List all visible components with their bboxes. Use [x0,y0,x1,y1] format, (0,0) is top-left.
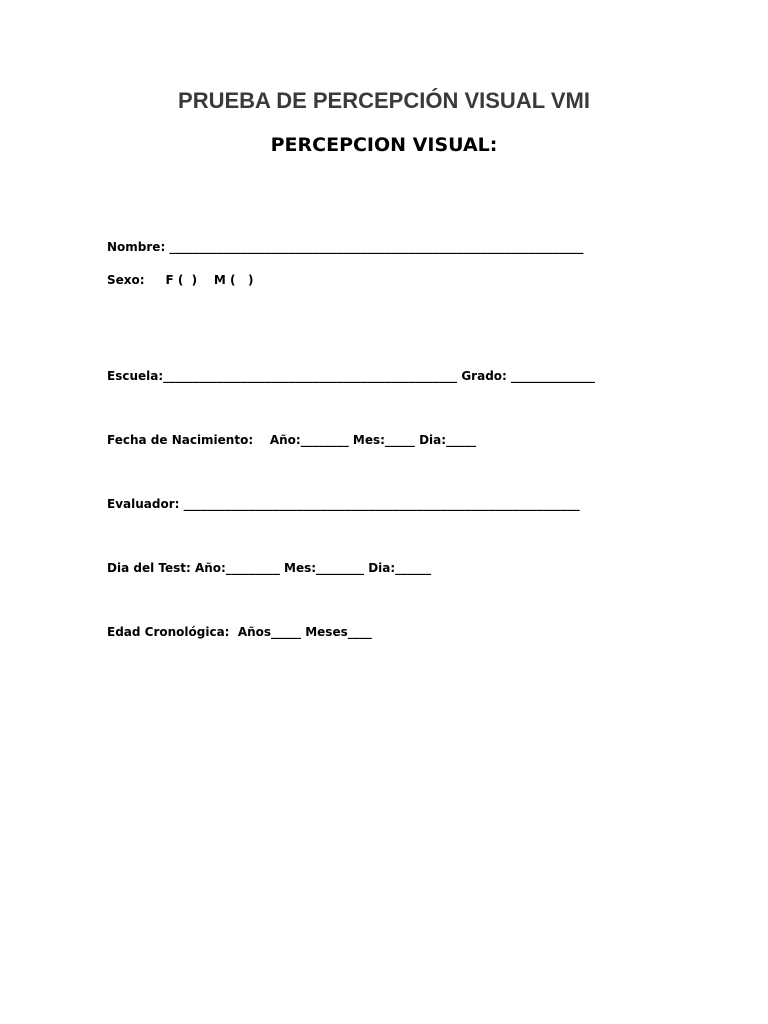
nombre-field: Nombre: _____________________________________________________________________ [107,240,584,254]
escuela-grado-field: Escuela:_________________________________________________ Grado: ______________ [107,369,595,383]
sexo-field: Sexo: F ( ) M ( ) [107,273,254,287]
dia-test-field: Dia del Test: Año:_________ Mes:________ Dia:______ [107,561,432,575]
fecha-nacimiento-field: Fecha de Nacimiento: Año:________ Mes:_____ Dia:_____ [107,433,477,447]
evaluador-field: Evaluador: __________________________________________________________________ [107,497,580,511]
document-subtitle: PERCEPCION VISUAL: [270,134,498,156]
edad-cronologica-field: Edad Cronológica: Años_____ Meses____ [107,625,372,639]
document-title: PRUEBA DE PERCEPCIÓN VISUAL VMI [178,88,590,113]
